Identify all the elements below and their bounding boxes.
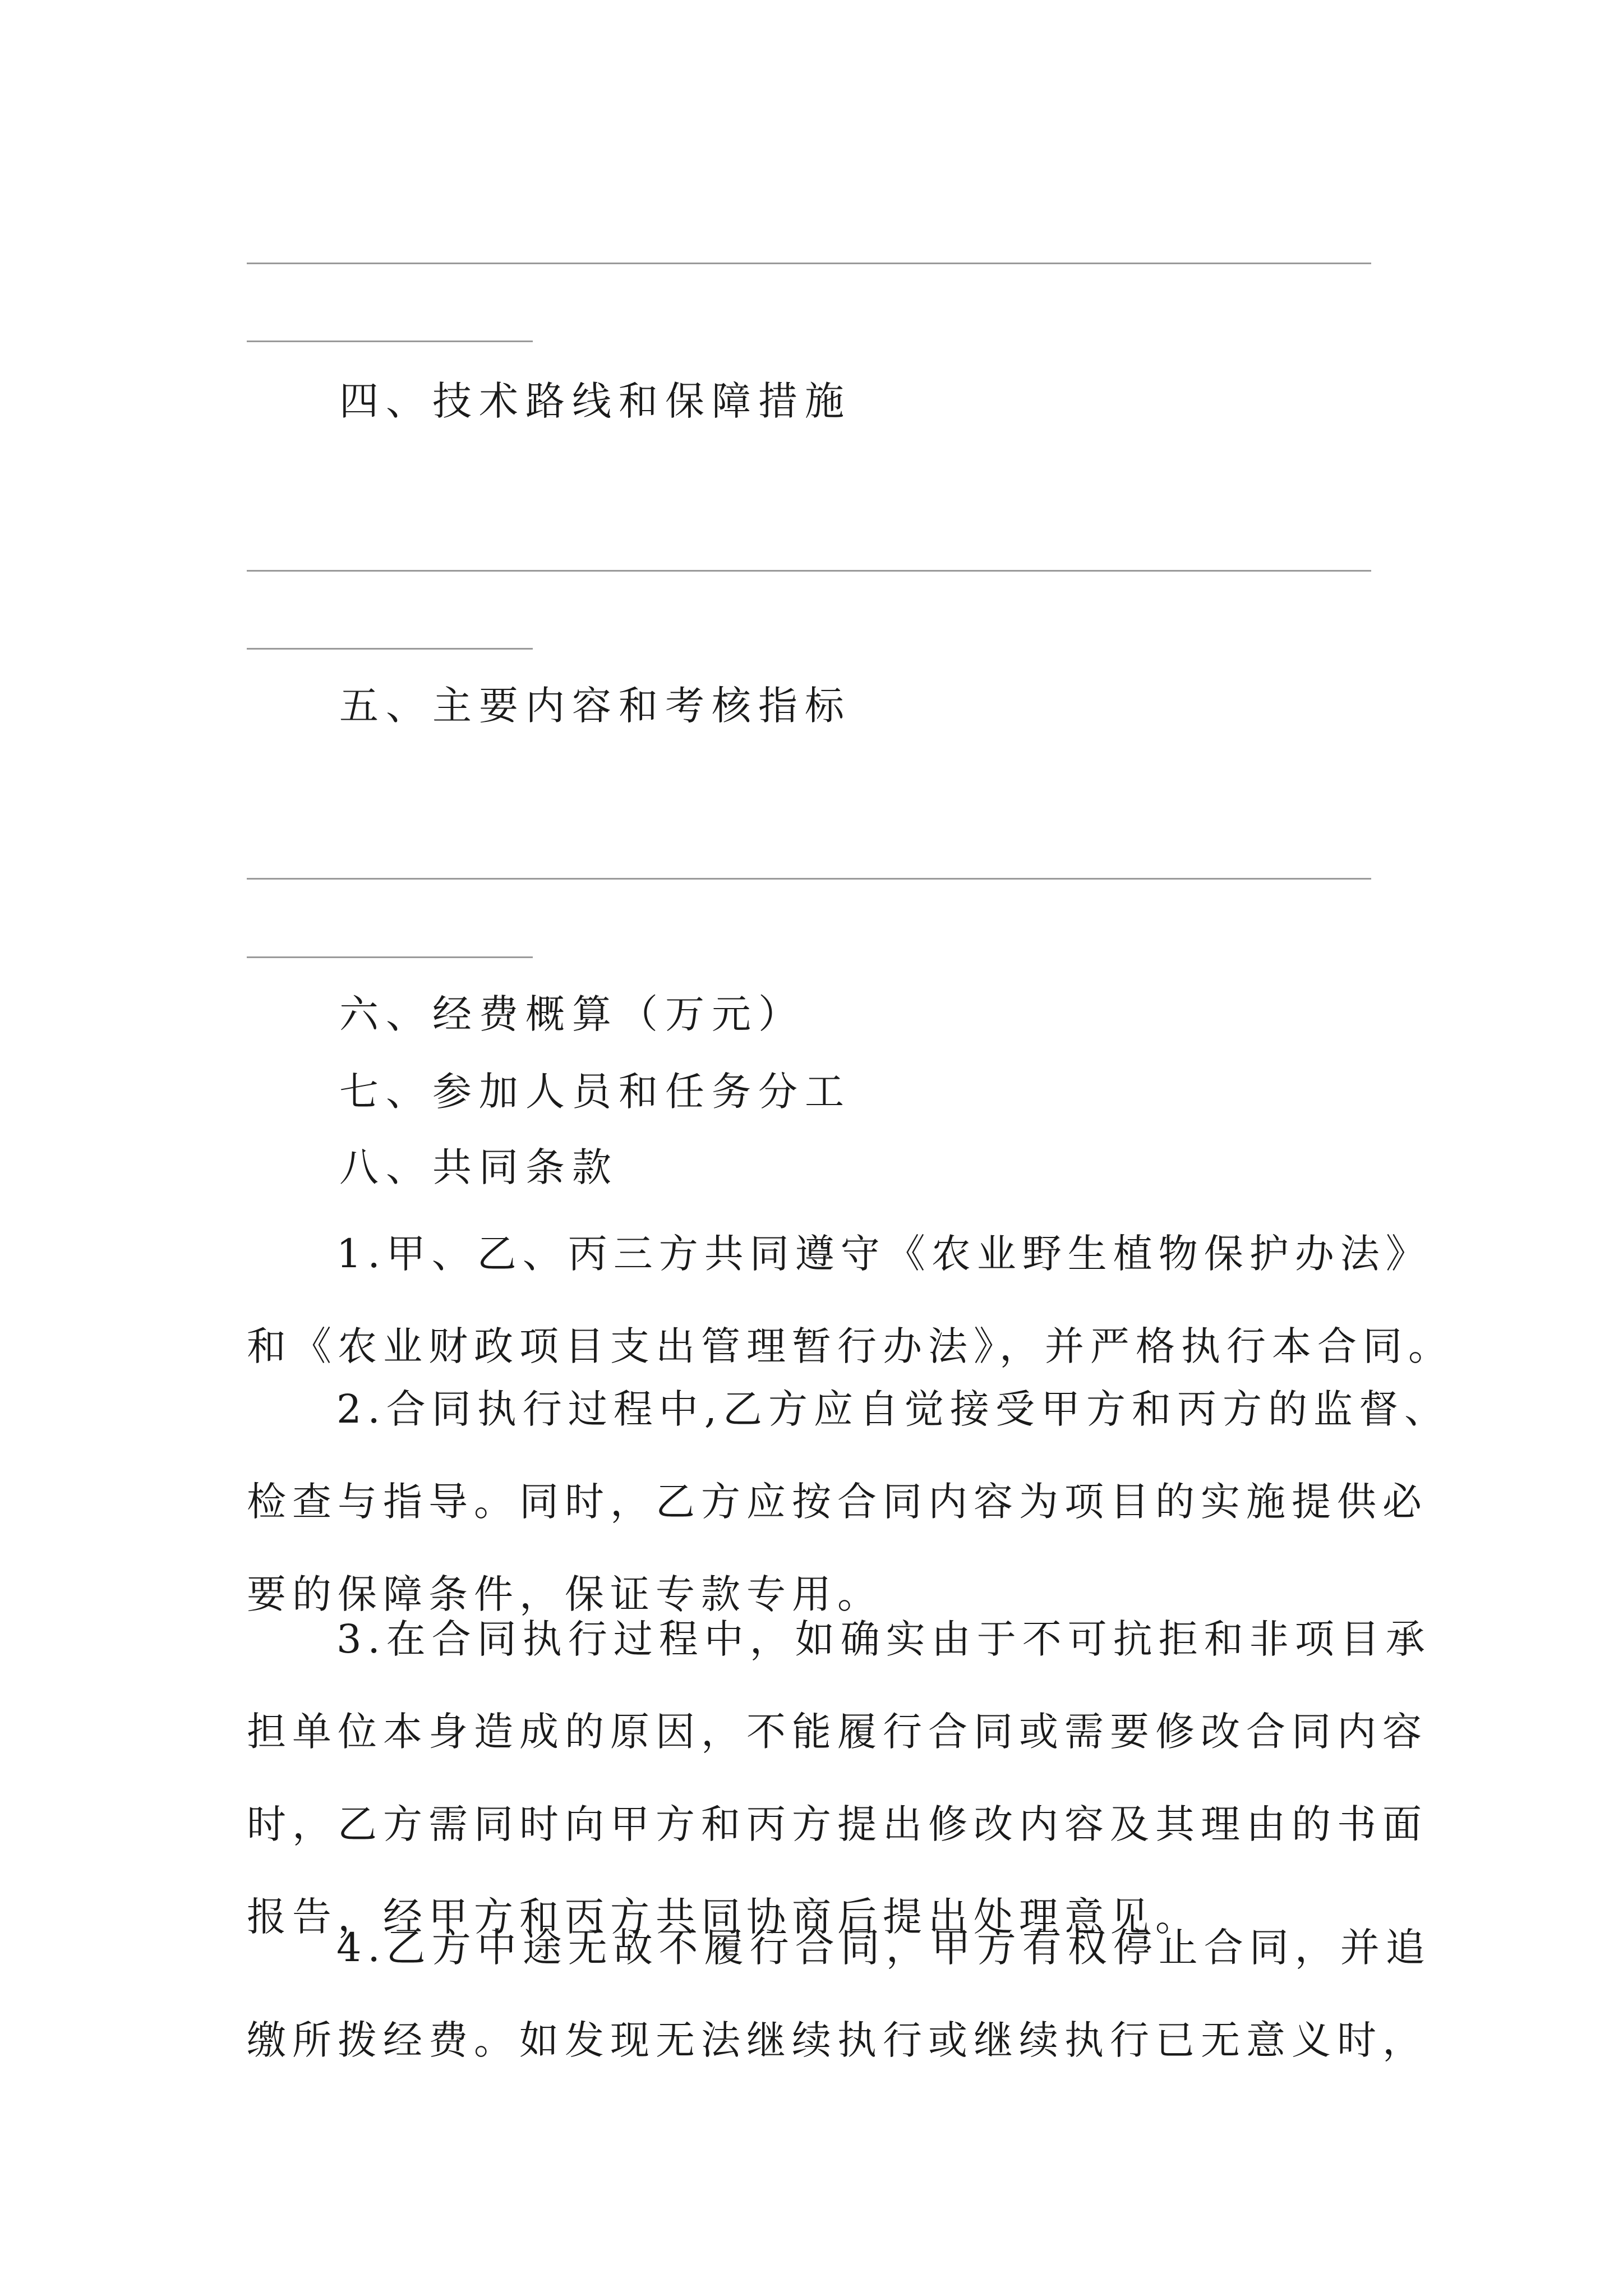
blank-line-short <box>247 648 533 650</box>
clause-line: 时，乙方需同时向甲方和丙方提出修改内容及其理由的书面 <box>247 1801 1428 1847</box>
blank-line-short <box>247 956 533 958</box>
clause-line: 检查与指导。同时，乙方应按合同内容为项目的实施提供必 <box>247 1479 1428 1525</box>
section-heading-6: 六、经费概算（万元） <box>339 991 805 1037</box>
section-heading-7: 七、参加人员和任务分工 <box>339 1069 851 1115</box>
clause-line: 报告，经甲方和丙方共同协商后提出处理意见。 <box>247 1894 1201 1940</box>
clause-line: 4.乙方中途无故不履行合同，甲方有权停止合同，并追 <box>336 1925 1431 1971</box>
blank-line-short <box>247 341 533 342</box>
blank-line-long <box>247 263 1371 264</box>
clause-line: 3.在合同执行过程中，如确实由于不可抗拒和非项目承 <box>336 1616 1431 1662</box>
section-heading-8: 八、共同条款 <box>339 1144 619 1190</box>
section-heading-4: 四、技术路线和保障措施 <box>339 378 851 424</box>
clause-line: 1.甲、乙、丙三方共同遵守《农业野生植物保护办法》 <box>336 1231 1431 1277</box>
clause-line: 要的保障条件，保证专款专用。 <box>247 1571 883 1617</box>
section-heading-5: 五、主要内容和考核指标 <box>339 683 851 729</box>
clause-4 <box>247 1902 1431 2087</box>
clause-line: 担单位本身造成的原因，不能履行合同或需要修改合同内容 <box>247 1709 1428 1755</box>
blank-line-long <box>247 570 1371 572</box>
clause-line: 2.合同执行过程中,乙方应自觉接受甲方和丙方的监督、 <box>336 1386 1450 1432</box>
clause-line: 缴所拨经费。如发现无法继续执行或继续执行已无意义时， <box>247 2017 1428 2063</box>
clause-line: 和《农业财政项目支出管理暂行办法》，并严格执行本合同。 <box>247 1323 1454 1369</box>
blank-line-long <box>247 878 1371 880</box>
